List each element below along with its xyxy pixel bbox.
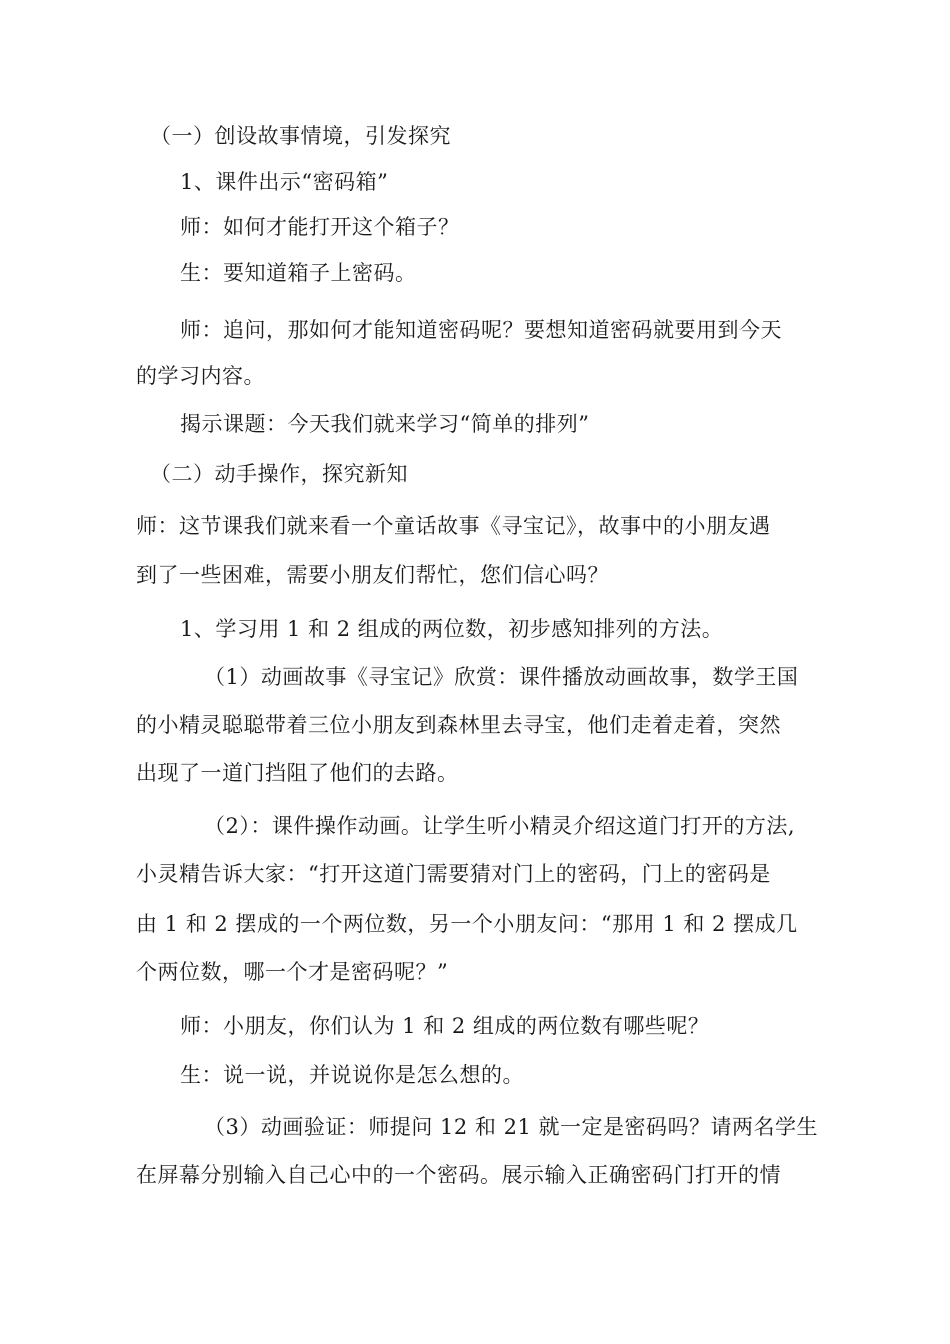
paragraph-line: 师：这节课我们就来看一个童话故事《寻宝记》，故事中的小朋友遇 [136,514,771,538]
paragraph-line: 个两位数，哪一个才是密码呢？” [136,960,449,984]
paragraph-line: 小灵精告诉大家：“打开这道门需要猜对门上的密码，门上的密码是 [136,862,771,886]
paragraph-line: （2）：课件操作动画。让学生听小精灵介绍这道门打开的方法, [204,814,796,838]
paragraph-line: 师：如何才能打开这个箱子？ [180,215,460,239]
paragraph-line: 生：说一说，并说说你是怎么想的。 [180,1063,524,1087]
paragraph-line: 揭示课题：今天我们就来学习“简单的排列” [180,412,590,436]
paragraph-line: （3）动画验证：师提问 12 和 21 就一定是密码吗？请两名学生 [204,1115,819,1139]
paragraph-line: 的学习内容。 [136,364,265,388]
paragraph-line: （1）动画故事《寻宝记》欣赏：课件播放动画故事，数学王国 [204,665,799,689]
paragraph-line: 师：小朋友，你们认为 1 和 2 组成的两位数有哪些呢？ [180,1014,710,1038]
heading-section-2: （二）动手操作，探究新知 [150,462,408,486]
paragraph-line: 由 1 和 2 摆成的一个两位数，另一个小朋友问：“那用 1 和 2 摆成几 [136,912,798,936]
paragraph-line: 的小精灵聪聪带着三位小朋友到森林里去寻宝，他们走着走着，突然 [136,713,781,737]
paragraph-line: 出现了一道门挡阻了他们的去路。 [136,761,459,785]
paragraph-line: 在屏幕分别输入自己心中的一个密码。展示输入正确密码门打开的情 [136,1163,781,1187]
paragraph-line: 生：要知道箱子上密码。 [180,261,417,285]
heading-section-1: （一）创设故事情境，引发探究 [150,124,451,148]
subheading-item-1: 1、学习用 1 和 2 组成的两位数，初步感知排列的方法。 [180,617,724,641]
paragraph-line: 1、课件出示“密码箱” [180,170,389,194]
paragraph-line: 师：追问，那如何才能知道密码呢？要想知道密码就要用到今天 [180,318,782,342]
paragraph-line: 到了一些困难，需要小朋友们帮忙，您们信心吗？ [136,563,609,587]
